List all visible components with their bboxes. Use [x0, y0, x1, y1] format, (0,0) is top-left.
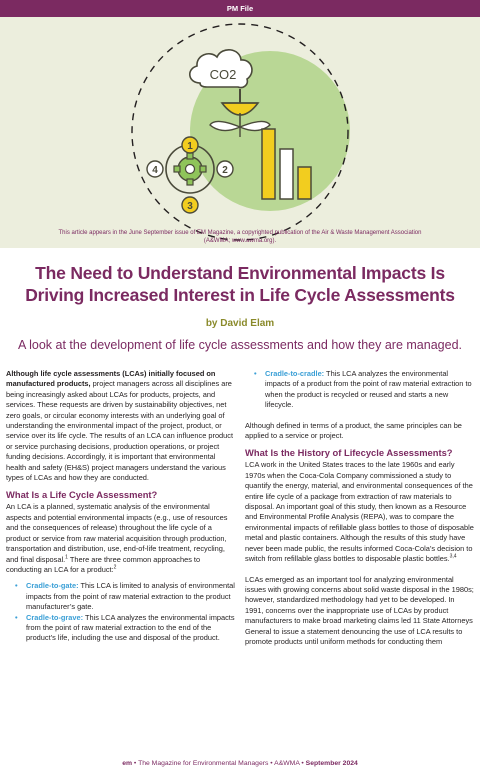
- svg-text:2: 2: [222, 165, 228, 176]
- intro-paragraph: Although life cycle assessments (LCAs) initially focused on manufactured products, project managers across all disciplines are being increasingly asked about LCAs for products, projects, and services. These requests are driven by sustainability objectives, net zero goals, or circular economy interests with an underlying goal of understanding the environmental impact of the project, product, or service over its life cycle. The results of an LCA can influence product or service purchasing decisions, production operations, or project funding decisions. Accordingly, it is important that environmental health and safety (EH&S) project managers understand the various types of LCAs and how they are conducted.: [6, 369, 234, 483]
- hero-caption: This article appears in the June September issue of EM Magazine, a copyrighted publication of the Air & Waste Management Association (A&WMA; www.awma.org).: [58, 230, 422, 244]
- hero-illustration: [0, 17, 480, 248]
- section-heading-history: What Is the History of Lifecycle Assessments?: [245, 447, 453, 459]
- page-footer: em • The Magazine for Environmental Managers • A&WMA • September 2024: [122, 760, 358, 767]
- right-column: [245, 369, 474, 653]
- history-paragraph: LCA work in the United States traces to the late 1960s and early 1970s when the Coca-Cola Company commissioned a study to quantify the energy, material, and environmental consequences of the entire life cycle of a package from extraction of raw materials to disposal. An important goal of this study, then known as a Resource and Environmental Profile Analysis (REPA), was to compare the environmental impacts of refillable glass bottles to those of disposable metal and plastic containers. Although the results of this study have never been made public, the results informed Coca-Cola’s decision to switch from refillable glass bottles to disposable plastic bottles.$^{3,4}$: [245, 460, 474, 564]
- list-item: • Cradle-to-grave: This LCA analyzes the environmental impacts from the point of raw material extraction to the end of the product’s life, including the use and disposal of the product.: [15, 612, 235, 643]
- approach-list-continued: [245, 369, 474, 411]
- svg-text:1: 1: [187, 141, 193, 152]
- emergence-paragraph: LCAs emerged as an important tool for analyzing environmental issues with growing concerns about solid waste disposal in the 1980s; however, standardized methodology had yet to be developed. In 1991, concerns over the inappropriate use of LCAs by product manufacturers to make broad marketing claims led 11 State Attorneys General to issue a statement denouncing the use of LCA results to promote products until uniform methods for conducting them: [245, 574, 474, 646]
- lca-illustration: [0, 17, 480, 248]
- section-label: PM File: [0, 0, 480, 17]
- list-item: • Cradle-to-gate: This LCA is limited to analysis of environmental impacts from the point of raw material extraction to the product manufacturer’s gate.: [15, 581, 235, 612]
- deck: A look at the development of life cycle assessments and how they are managed.: [17, 338, 462, 352]
- byline: by David Elam: [205, 318, 275, 329]
- definition-paragraph: An LCA is a planned, systematic analysis of the environmental aspects and potential environmental impacts (e.g., use of resources and the consequences of release) throughout the life cycle of a product or service from raw material acquisition through production, transportation and distribution, use, end-of-life treatment, recycling, and final disposal.$^1$ There are three common approaches to conducting an LCA for a product:$^2$: [6, 502, 228, 574]
- svg-text:3: 3: [187, 201, 193, 212]
- section-heading-what-is: What Is a Life Cycle Assessment?: [6, 489, 158, 501]
- principles-paragraph: Although defined in terms of a product, the same principles can be applied to a service or project.: [245, 420, 462, 441]
- article-title: The Need to Understand Environmental Impacts Is Driving Increased Interest in Life Cycle Assessments: [25, 263, 455, 305]
- svg-text:4: 4: [152, 165, 158, 176]
- list-item: • Cradle-to-cradle: This LCA analyzes the environmental impacts of a product from the point of raw material extraction to when the product is recycled or reused and starts a new lifecycle.: [254, 369, 472, 410]
- approach-list: [6, 581, 235, 643]
- svg-text:CO2: CO2: [209, 67, 237, 82]
- left-column: [6, 369, 235, 644]
- co2-cloud-icon: [190, 50, 252, 88]
